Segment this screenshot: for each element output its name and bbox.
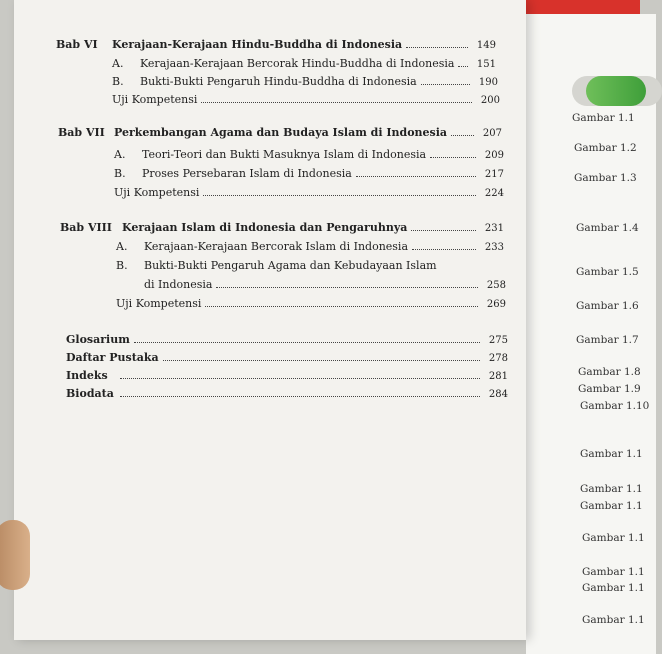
figure-label: Gambar 1.6	[576, 300, 639, 312]
leader-dots	[120, 395, 480, 397]
leader-dots	[458, 65, 468, 67]
chapter-title: Kerajaan Islam di Indonesia dan Pengaruhnya	[122, 221, 408, 234]
backmatter-row	[66, 333, 508, 347]
section-letter: B.	[112, 75, 124, 88]
page-number: 149	[476, 40, 496, 51]
figure-label: Gambar 1.1	[582, 614, 645, 626]
figure-label: Gambar 1.2	[574, 142, 637, 154]
page-number: 200	[480, 95, 500, 106]
chapter-number: Bab VI	[56, 38, 98, 51]
page-number: 233	[484, 242, 504, 253]
backmatter-title: Daftar Pustaka	[66, 351, 159, 364]
page-number: 151	[476, 59, 496, 70]
figure-label: Gambar 1.1	[582, 532, 645, 544]
backmatter-row	[66, 351, 508, 365]
page-number: 209	[484, 150, 504, 161]
leader-dots	[411, 229, 476, 231]
page-number: 275	[488, 335, 508, 346]
figure-label: Gambar 1.10	[580, 400, 650, 412]
chapter-row	[60, 221, 504, 235]
figure-label: Gambar 1.4	[576, 222, 639, 234]
leader-dots	[216, 286, 478, 288]
leader-dots	[163, 359, 480, 361]
page-number: 207	[482, 128, 502, 139]
backmatter-title: Biodata	[66, 387, 114, 400]
backmatter-row	[66, 387, 508, 401]
figure-label: Gambar 1.5	[576, 266, 639, 278]
figure-label: Gambar 1.1	[582, 566, 645, 578]
section-title: Teori-Teori dan Bukti Masuknya Islam di Indonesia	[142, 148, 427, 161]
section-row	[116, 259, 504, 273]
figure-label: Gambar 1.1	[580, 483, 643, 495]
backmatter-title: Glosarium	[66, 333, 130, 346]
uji-row	[112, 93, 500, 107]
uji-row	[114, 186, 504, 200]
leader-dots	[451, 134, 474, 136]
page-number: 284	[488, 389, 508, 400]
section-row	[116, 240, 504, 254]
chapter-row	[58, 126, 502, 140]
section-letter: A.	[112, 57, 124, 70]
section-letter: A.	[116, 240, 128, 253]
table-of-contents	[14, 0, 526, 640]
page-number: 281	[488, 371, 508, 382]
figure-label: Gambar 1.1	[572, 112, 635, 124]
section-title: Kerajaan-Kerajaan Bercorak Hindu-Buddha di Indonesia	[140, 57, 455, 70]
section-letter: B.	[116, 259, 128, 272]
section-title-continued: di Indonesia	[144, 278, 213, 291]
uji-row	[116, 297, 506, 311]
section-letter: B.	[114, 167, 126, 180]
leader-dots	[430, 156, 476, 158]
chapter-number: Bab VIII	[60, 221, 112, 234]
leader-dots	[412, 248, 476, 250]
figure-label: Gambar 1.1	[582, 582, 645, 594]
section-row	[112, 57, 496, 71]
section-title: Kerajaan-Kerajaan Bercorak Islam di Indonesia	[144, 240, 409, 253]
section-title: Bukti-Bukti Pengaruh Agama dan Kebudayaan Islam	[144, 259, 437, 272]
figure-label: Gambar 1.9	[578, 383, 641, 395]
leader-dots	[120, 377, 480, 379]
page-number: 278	[488, 353, 508, 364]
figure-label: Gambar 1.1	[580, 448, 643, 460]
leader-dots	[203, 194, 476, 196]
figure-label: Gambar 1.1	[580, 500, 643, 512]
uji-kompetensi: Uji Kompetensi	[112, 93, 198, 106]
figure-label: Gambar 1.7	[576, 334, 639, 346]
page-number: 190	[478, 77, 498, 88]
chapter-row	[56, 38, 496, 52]
header-pill-accent	[586, 76, 646, 106]
chapter-title: Kerajaan-Kerajaan Hindu-Buddha di Indonesia	[112, 38, 403, 51]
leader-dots	[406, 46, 468, 48]
section-row	[114, 148, 504, 162]
page-number: 258	[486, 280, 506, 291]
section-letter: A.	[114, 148, 126, 161]
uji-kompetensi: Uji Kompetensi	[116, 297, 202, 310]
leader-dots	[201, 101, 472, 103]
chapter-title: Perkembangan Agama dan Budaya Islam di Indonesia	[114, 126, 448, 139]
section-title: Proses Persebaran Islam di Indonesia	[142, 167, 352, 180]
uji-kompetensi: Uji Kompetensi	[114, 186, 200, 199]
leader-dots	[356, 175, 476, 177]
chapter-number: Bab VII	[58, 126, 105, 139]
left-page	[14, 0, 526, 640]
figure-label: Gambar 1.3	[574, 172, 637, 184]
page-number: 231	[484, 223, 504, 234]
page-number: 269	[486, 299, 506, 310]
page-number: 224	[484, 188, 504, 199]
figure-label: Gambar 1.8	[578, 366, 641, 378]
backmatter-title: Indeks	[66, 369, 108, 382]
section-title: Bukti-Bukti Pengaruh Hindu-Buddha di Indonesia	[140, 75, 417, 88]
leader-dots	[134, 341, 480, 343]
section-row	[112, 75, 498, 89]
page-number: 217	[484, 169, 504, 180]
leader-dots	[421, 83, 470, 85]
section-row	[114, 167, 504, 181]
backmatter-row	[66, 369, 508, 383]
leader-dots	[205, 305, 478, 307]
section-row-continued	[144, 278, 506, 292]
thumb	[0, 520, 30, 590]
